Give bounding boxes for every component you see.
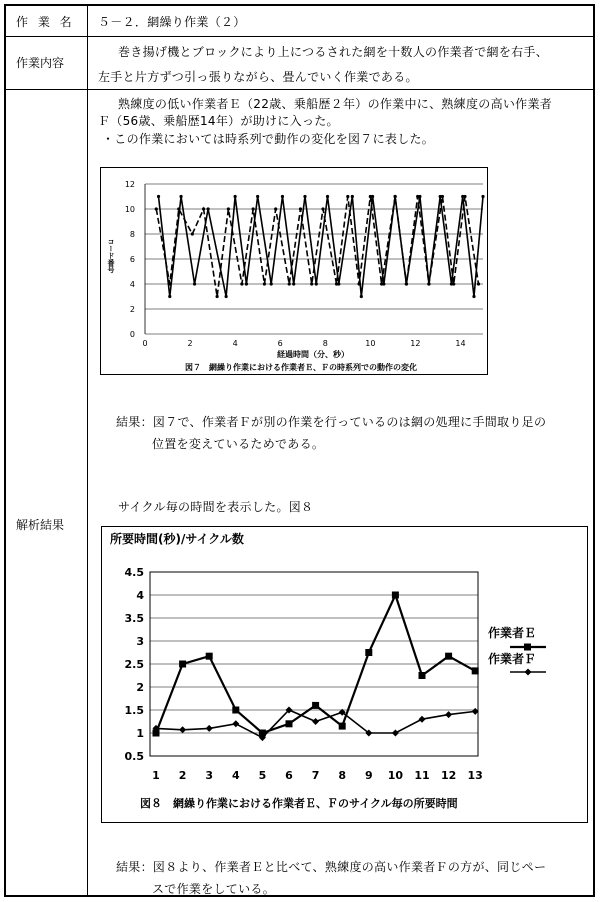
fig8-legend-label-e: 作業者Ｅ — [488, 626, 537, 640]
fig7-point — [405, 282, 408, 285]
task-name-value-cell — [88, 6, 593, 36]
fig7-point — [303, 195, 306, 198]
analysis-intro-line-1: 熟練度の低い作業者Ｅ（22歳、乗船歴２年）の作業中に、熟練度の高い作業者 — [118, 97, 553, 111]
fig7-x-tick-label: 14 — [455, 339, 466, 348]
fig7-point — [245, 282, 248, 285]
fig8-point-e — [312, 702, 319, 709]
fig7-point — [427, 282, 430, 285]
fig8-x-tick-label: 8 — [338, 769, 347, 782]
fig7-point — [193, 282, 196, 285]
fig8-point-e — [206, 653, 213, 660]
fig7-point — [315, 282, 318, 285]
fig8-x-tick-label: 1 — [152, 769, 160, 782]
fig7-x-tick-label: 2 — [187, 339, 193, 348]
analysis-label: 解析結果 — [16, 518, 65, 532]
fig8-point-e — [339, 723, 346, 730]
fig7-y-tick-label: 2 — [129, 305, 135, 314]
fig8-y-tick-label: 4.5 — [124, 566, 144, 579]
fig7-point — [155, 207, 158, 210]
fig7-x-tick-label: 8 — [322, 339, 328, 348]
fig7-point — [326, 195, 329, 198]
fig8-y-tick-label: 4 — [136, 589, 144, 602]
fig8-x-tick-label: 12 — [440, 769, 457, 782]
fig7-y-tick-label: 4 — [129, 280, 135, 289]
fig8-point-f — [232, 720, 239, 727]
fig7-point — [225, 295, 228, 298]
fig8-point-e — [445, 653, 452, 660]
fig8-point-f — [206, 725, 213, 732]
fig7-x-axis-label: 経過時間（分、秒） — [277, 350, 349, 359]
fig8-point-f — [445, 711, 452, 718]
fig7-x-tick-label: 12 — [410, 339, 421, 348]
fig7-y-axis-label: コード番号 — [107, 238, 115, 273]
fig7-point — [321, 207, 324, 210]
task-name-row — [6, 6, 593, 37]
fig7-x-tick-label: 10 — [365, 339, 376, 348]
fig7-point — [472, 295, 475, 298]
fig8-x-tick-label: 10 — [387, 769, 404, 782]
fig7-point — [288, 282, 291, 285]
fig8-x-tick-label: 4 — [231, 769, 240, 782]
fig8-y-tick-label: 1.5 — [124, 704, 144, 717]
fig8-point-f — [392, 730, 399, 737]
fig8-x-tick-label: 11 — [414, 769, 430, 782]
fig7-point — [206, 207, 209, 210]
fig7-x-tick-label: 4 — [232, 339, 238, 348]
fig7-point — [477, 282, 480, 285]
fig8-y-tick-label: 1 — [136, 727, 144, 740]
fig7-point — [177, 207, 180, 210]
task-content-line-2: 左手と片方ずつ引っ張りながら、畳んでいく作業である。 — [98, 70, 418, 84]
fig8-point-e — [419, 672, 426, 679]
fig7-point — [369, 195, 372, 198]
fig7-point — [299, 207, 302, 210]
task-name-value: ５－２．網繰り作業（２） — [98, 15, 246, 29]
result-2-line-1: 結果：図８より、作業者Ｅと比べて、熟練度の高い作業者Ｆの方が、同じペー — [116, 860, 547, 874]
analysis-intro-line-2: Ｆ（56歳、乗船歴14年）が助けに入った。 — [98, 114, 339, 128]
fig7-point — [252, 207, 255, 210]
fig7-point — [270, 282, 273, 285]
fig8-y-tick-label: 2.5 — [124, 658, 144, 671]
fig8-point-f — [312, 718, 319, 725]
fig7-point — [240, 282, 243, 285]
fig8-legend-marker-e — [524, 644, 531, 651]
fig8-point-e — [179, 661, 186, 668]
fig7-point — [452, 282, 455, 285]
fig8-y-tick-label: 2 — [136, 681, 144, 694]
fig8-point-e — [286, 720, 293, 727]
task-content-label: 作業内容 — [16, 56, 65, 70]
fig7-point — [394, 195, 397, 198]
analysis-row — [6, 90, 593, 895]
fig8-caption: 図８ 網繰り作業における作業者Ｅ、Ｆのサイクル毎の所要時間 — [140, 797, 458, 810]
fig7-point — [234, 195, 237, 198]
fig7-point — [463, 195, 466, 198]
fig8-point-e — [392, 592, 399, 599]
analysis-intro-line-3: ・この作業においては時系列で動作の変化を図７に表した。 — [102, 132, 435, 146]
cycle-note: サイクル毎の時間を表示した。図８ — [118, 500, 314, 514]
figure-7-chart — [101, 168, 487, 374]
fig8-legend-label-f: 作業者Ｆ — [488, 652, 537, 666]
fig8-x-tick-label: 2 — [178, 769, 187, 782]
fig8-y-tick-label: 3.5 — [124, 612, 144, 625]
task-name-label-cell — [6, 6, 88, 36]
figure-7-frame — [100, 167, 488, 375]
task-name-label: 作 業 名 — [16, 15, 75, 29]
fig8-legend-marker-f — [525, 669, 532, 676]
fig7-point — [380, 282, 383, 285]
result-1-line-2: 位置を変えているためである。 — [152, 437, 325, 451]
fig8-point-e — [472, 667, 479, 674]
task-content-line-1: 巻き揚げ機とブロックにより上につるされた網を十数人の作業者で網を右手、 — [118, 45, 549, 59]
fig8-x-tick-label: 7 — [311, 769, 320, 782]
fig7-y-tick-label: 6 — [129, 255, 135, 264]
fig8-point-e — [365, 649, 372, 656]
fig7-point — [357, 282, 360, 285]
result-1-line-1: 結果：図７で、作業者Ｆが別の作業を行っているのは網の処理に手間取り足の — [116, 415, 547, 429]
fig7-point — [256, 195, 259, 198]
fig7-y-tick-label: 0 — [129, 330, 135, 339]
fig7-point — [346, 195, 349, 198]
fig7-point — [191, 232, 194, 235]
fig8-x-tick-label: 5 — [258, 769, 267, 782]
fig7-point — [441, 195, 444, 198]
fig7-y-tick-label: 8 — [129, 230, 135, 239]
fig7-point — [416, 195, 419, 198]
fig7-y-tick-label: 12 — [124, 180, 135, 189]
fig8-x-tick-label: 6 — [285, 769, 293, 782]
fig7-point — [281, 195, 284, 198]
fig7-title: 図７ 網繰り作業における作業者Ｅ、Ｆの時系列での動作の変化 — [185, 363, 417, 372]
fig7-point — [179, 195, 182, 198]
fig7-point — [360, 295, 363, 298]
task-content-row — [6, 37, 593, 90]
fig8-y-tick-label: 3 — [136, 635, 144, 648]
fig7-point — [263, 282, 266, 285]
analysis-label-cell — [6, 90, 88, 895]
fig8-x-tick-label: 13 — [467, 769, 483, 782]
fig7-point — [310, 282, 313, 285]
task-content-value-cell — [88, 37, 593, 89]
fig7-point — [168, 295, 171, 298]
fig7-point — [168, 282, 171, 285]
fig8-x-tick-label: 9 — [364, 769, 373, 782]
fig8-x-tick-label: 3 — [205, 769, 214, 782]
fig7-x-tick-label: 6 — [277, 339, 283, 348]
fig8-point-f — [179, 726, 186, 733]
fig7-x-tick-label: 0 — [142, 339, 148, 348]
fig8-point-f — [419, 716, 426, 723]
fig7-point — [202, 207, 205, 210]
figure-8-chart — [102, 527, 587, 822]
fig7-y-tick-label: 10 — [124, 205, 135, 214]
fig7-point — [157, 195, 160, 198]
fig7-point — [481, 195, 484, 198]
fig8-title: 所要時間(秒)/サイクル数 — [110, 532, 244, 546]
fig7-point — [351, 195, 354, 198]
work-sheet — [4, 4, 595, 897]
fig7-point — [274, 207, 277, 210]
fig7-point — [227, 207, 230, 210]
fig7-point — [216, 295, 219, 298]
fig8-y-tick-label: 0.5 — [124, 750, 144, 763]
fig7-point — [292, 282, 295, 285]
result-2-line-2: スで作業をしている。 — [152, 882, 276, 896]
analysis-value-cell — [88, 90, 593, 895]
figure-8-frame — [101, 526, 588, 823]
fig8-point-e — [232, 707, 239, 714]
task-content-label-cell — [6, 37, 88, 89]
fig7-point — [335, 282, 338, 285]
